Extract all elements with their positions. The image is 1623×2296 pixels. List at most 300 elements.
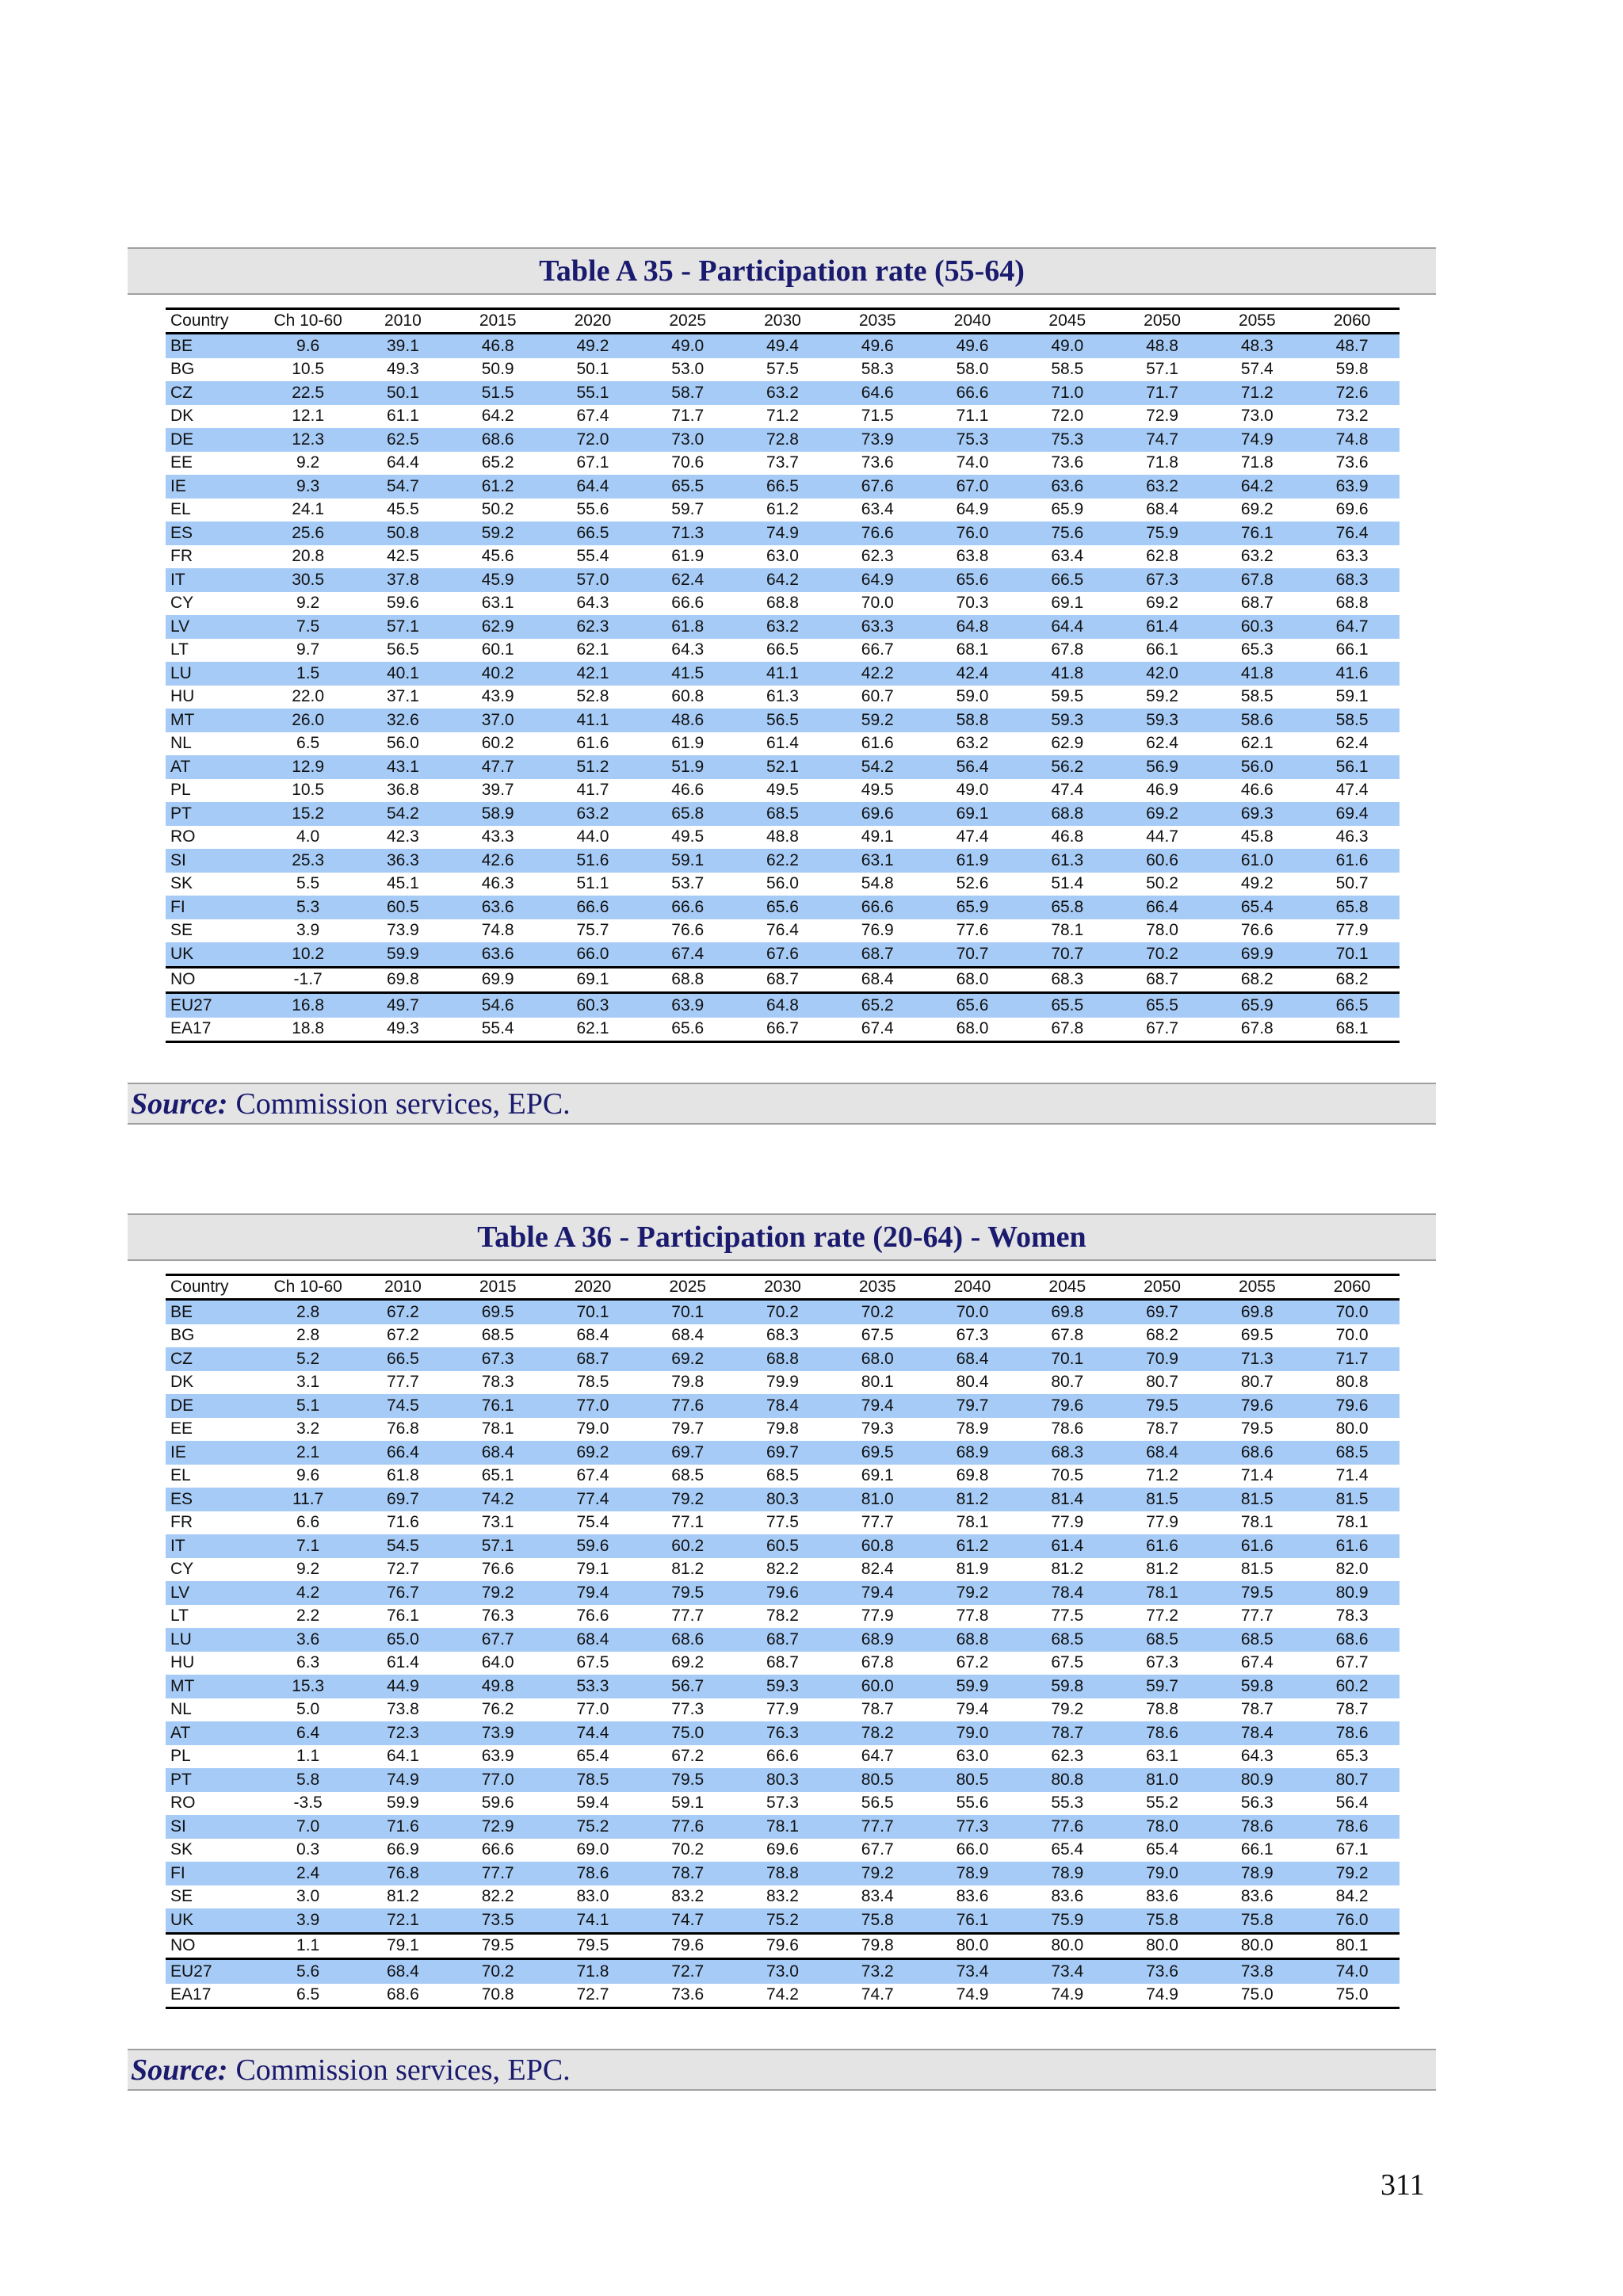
value-cell: 53.3 bbox=[545, 1675, 640, 1698]
column-header: 2015 bbox=[450, 1275, 545, 1300]
value-cell: 64.8 bbox=[925, 615, 1020, 639]
value-cell: 79.5 bbox=[450, 1933, 545, 1959]
value-cell: 49.3 bbox=[386, 360, 419, 379]
value-cell: 67.1 bbox=[576, 453, 609, 472]
value-cell: 83.6 bbox=[1146, 1887, 1178, 1906]
value-cell: 52.1 bbox=[735, 755, 831, 779]
value-cell: 49.8 bbox=[450, 1675, 545, 1698]
table-row bbox=[166, 358, 1400, 382]
value-cell: 70.1 bbox=[545, 1300, 640, 1324]
value-cell: 73.2 bbox=[830, 1959, 925, 1984]
column-header: 2045 bbox=[1020, 309, 1115, 334]
value-cell: 36.8 bbox=[386, 781, 419, 800]
value-cell: 79.1 bbox=[576, 1560, 609, 1579]
table-row bbox=[166, 615, 1400, 639]
value-cell: 65.6 bbox=[735, 896, 831, 919]
value-cell: 76.9 bbox=[861, 921, 894, 940]
column-header: 2025 bbox=[640, 309, 735, 334]
value-cell: 76.6 bbox=[576, 1606, 609, 1626]
value-cell: 50.1 bbox=[576, 360, 609, 379]
value-cell: 68.6 bbox=[356, 1984, 451, 2008]
value-cell: 78.1 bbox=[735, 1815, 831, 1839]
country-cell: LV bbox=[166, 1581, 261, 1605]
value-cell: 77.0 bbox=[545, 1394, 640, 1418]
value-cell: 50.7 bbox=[1335, 874, 1369, 893]
value-cell: 67.2 bbox=[356, 1300, 451, 1324]
value-cell: 61.8 bbox=[640, 615, 735, 639]
value-cell: 46.9 bbox=[1146, 781, 1178, 800]
value-cell: 75.8 bbox=[1209, 1908, 1304, 1933]
value-cell: 63.3 bbox=[830, 615, 925, 639]
country-cell: SE bbox=[170, 921, 193, 940]
value-cell: 80.5 bbox=[925, 1768, 1020, 1792]
value-cell: 57.0 bbox=[545, 568, 640, 592]
page-number: 311 bbox=[1381, 2168, 1425, 2202]
value-cell: 72.7 bbox=[640, 1959, 735, 1984]
value-cell: 73.6 bbox=[1335, 453, 1369, 472]
column-header: 2045 bbox=[1020, 1275, 1115, 1300]
value-cell: 49.5 bbox=[766, 781, 799, 800]
value-cell: 77.8 bbox=[956, 1606, 989, 1626]
value-cell: 50.2 bbox=[481, 500, 514, 519]
value-cell: 9.3 bbox=[261, 475, 356, 499]
value-cell: 73.6 bbox=[1051, 453, 1084, 472]
value-cell: 83.4 bbox=[861, 1887, 894, 1906]
value-cell: 61.8 bbox=[386, 1466, 419, 1485]
table-a35-block bbox=[128, 247, 1436, 1121]
value-cell: 65.0 bbox=[356, 1628, 451, 1652]
value-cell: 61.2 bbox=[450, 475, 545, 499]
table-row bbox=[166, 1558, 1400, 1582]
value-cell: 69.1 bbox=[545, 967, 640, 993]
value-cell: 61.3 bbox=[766, 687, 799, 706]
participation-table-55-64 bbox=[166, 308, 1400, 1043]
value-cell: 6.5 bbox=[261, 1984, 356, 2008]
value-cell: 74.8 bbox=[1304, 428, 1400, 452]
value-cell: 79.2 bbox=[925, 1581, 1020, 1605]
value-cell: 79.3 bbox=[861, 1419, 894, 1438]
value-cell: 55.1 bbox=[545, 381, 640, 405]
value-cell: 24.1 bbox=[292, 500, 325, 519]
table-row bbox=[166, 896, 1400, 919]
value-cell: 67.8 bbox=[1209, 1018, 1304, 1042]
value-cell: 41.8 bbox=[1020, 662, 1115, 686]
value-cell: 78.1 bbox=[1240, 1513, 1274, 1532]
value-cell: 50.2 bbox=[1146, 874, 1178, 893]
country-cell: FI bbox=[166, 1862, 261, 1885]
value-cell: 64.0 bbox=[481, 1653, 514, 1672]
value-cell: 59.6 bbox=[545, 1534, 640, 1558]
value-cell: 78.0 bbox=[1115, 1815, 1210, 1839]
value-cell: 56.4 bbox=[1335, 1794, 1369, 1813]
country-cell: ES bbox=[166, 1488, 261, 1511]
country-cell: DE bbox=[166, 428, 261, 452]
value-cell: 49.0 bbox=[956, 781, 989, 800]
country-cell: EL bbox=[170, 1466, 191, 1485]
country-cell: EA17 bbox=[166, 1018, 261, 1042]
value-cell: 69.8 bbox=[1209, 1300, 1304, 1324]
table-row bbox=[166, 1675, 1400, 1698]
value-cell: 80.0 bbox=[1209, 1933, 1304, 1959]
value-cell: 68.5 bbox=[735, 802, 831, 826]
table-row bbox=[166, 1885, 1400, 1909]
value-cell: 68.1 bbox=[956, 640, 989, 659]
value-cell: 47.4 bbox=[1335, 781, 1369, 800]
value-cell: 47.4 bbox=[1051, 781, 1084, 800]
value-cell: 30.5 bbox=[261, 568, 356, 592]
value-cell: 50.1 bbox=[356, 381, 451, 405]
value-cell: 61.6 bbox=[1304, 849, 1400, 873]
value-cell: 74.0 bbox=[956, 453, 989, 472]
value-cell: 68.4 bbox=[576, 1326, 609, 1345]
value-cell: 60.3 bbox=[1209, 615, 1304, 639]
value-cell: 63.2 bbox=[735, 615, 831, 639]
value-cell: -3.5 bbox=[293, 1794, 323, 1813]
value-cell: 74.0 bbox=[1304, 1959, 1400, 1984]
value-cell: 68.5 bbox=[1304, 1441, 1400, 1465]
table-row bbox=[166, 1371, 1400, 1395]
table-row bbox=[166, 568, 1400, 592]
value-cell: 65.2 bbox=[830, 993, 925, 1018]
table-row bbox=[166, 873, 1400, 896]
value-cell: 80.9 bbox=[1209, 1768, 1304, 1792]
value-cell: 49.5 bbox=[861, 781, 894, 800]
value-cell: 73.0 bbox=[640, 428, 735, 452]
value-cell: 69.6 bbox=[830, 802, 925, 826]
value-cell: 75.0 bbox=[1304, 1984, 1400, 2008]
value-cell: 74.2 bbox=[450, 1488, 545, 1511]
value-cell: 56.3 bbox=[1240, 1794, 1274, 1813]
value-cell: 63.6 bbox=[450, 896, 545, 919]
value-cell: 61.4 bbox=[1115, 615, 1210, 639]
value-cell: 79.1 bbox=[356, 1933, 451, 1959]
value-cell: 66.4 bbox=[356, 1441, 451, 1465]
value-cell: 62.3 bbox=[861, 547, 894, 566]
value-cell: 72.8 bbox=[735, 428, 831, 452]
value-cell: 70.0 bbox=[1335, 1326, 1369, 1345]
country-cell: MT bbox=[166, 1675, 261, 1698]
value-cell: 81.2 bbox=[1051, 1560, 1084, 1579]
value-cell: 67.4 bbox=[640, 942, 735, 967]
value-cell: 76.1 bbox=[925, 1908, 1020, 1933]
value-cell: 67.8 bbox=[1051, 640, 1084, 659]
value-cell: 65.5 bbox=[640, 475, 735, 499]
value-cell: 3.9 bbox=[296, 921, 320, 940]
value-cell: 68.4 bbox=[450, 1441, 545, 1465]
value-cell: 68.3 bbox=[766, 1326, 799, 1345]
table-row bbox=[166, 1933, 1400, 1959]
value-cell: 65.4 bbox=[576, 1747, 609, 1766]
value-cell: 69.3 bbox=[1209, 802, 1304, 826]
value-cell: 74.7 bbox=[830, 1984, 925, 2008]
value-cell: 66.5 bbox=[545, 521, 640, 545]
value-cell: 71.2 bbox=[1146, 1466, 1178, 1485]
table-title: Table A 36 - Participation rate (20-64) - Women bbox=[128, 1213, 1436, 1261]
value-cell: 73.9 bbox=[386, 921, 419, 940]
value-cell: 79.2 bbox=[1304, 1862, 1400, 1885]
value-cell: 77.6 bbox=[640, 1394, 735, 1418]
value-cell: 67.5 bbox=[1051, 1653, 1084, 1672]
value-cell: 59.1 bbox=[671, 1794, 705, 1813]
value-cell: 63.2 bbox=[1115, 475, 1210, 499]
value-cell: 9.2 bbox=[296, 1560, 320, 1579]
value-cell: 78.8 bbox=[1146, 1700, 1178, 1719]
value-cell: 12.3 bbox=[261, 428, 356, 452]
country-cell: RO bbox=[170, 1794, 196, 1813]
value-cell: 79.6 bbox=[1209, 1394, 1304, 1418]
value-cell: 68.5 bbox=[1209, 1628, 1304, 1652]
value-cell: 59.3 bbox=[1115, 709, 1210, 732]
value-cell: 59.4 bbox=[576, 1794, 609, 1813]
value-cell: 67.7 bbox=[1115, 1018, 1210, 1042]
value-cell: 68.3 bbox=[1020, 1441, 1115, 1465]
value-cell: 74.9 bbox=[735, 521, 831, 545]
value-cell: 48.7 bbox=[1304, 334, 1400, 358]
value-cell: 64.4 bbox=[1020, 615, 1115, 639]
table-row bbox=[166, 1511, 1400, 1535]
value-cell: 68.7 bbox=[735, 967, 831, 993]
value-cell: 46.6 bbox=[671, 781, 705, 800]
value-cell: 68.4 bbox=[830, 967, 925, 993]
value-cell: 63.6 bbox=[1020, 475, 1115, 499]
value-cell: 64.9 bbox=[830, 568, 925, 592]
value-cell: 68.7 bbox=[735, 1628, 831, 1652]
value-cell: 81.2 bbox=[671, 1560, 705, 1579]
value-cell: 56.4 bbox=[925, 755, 1020, 779]
value-cell: 79.8 bbox=[671, 1373, 705, 1392]
value-cell: 77.9 bbox=[861, 1606, 894, 1626]
country-cell: SI bbox=[166, 1815, 261, 1839]
value-cell: 66.6 bbox=[545, 896, 640, 919]
value-cell: 54.5 bbox=[356, 1534, 451, 1558]
value-cell: 60.8 bbox=[830, 1534, 925, 1558]
value-cell: 77.9 bbox=[1146, 1513, 1178, 1532]
value-cell: 58.7 bbox=[640, 381, 735, 405]
value-cell: 67.6 bbox=[830, 475, 925, 499]
value-cell: 79.6 bbox=[735, 1581, 831, 1605]
value-cell: 68.6 bbox=[1209, 1441, 1304, 1465]
value-cell: 73.4 bbox=[1020, 1959, 1115, 1984]
value-cell: 67.7 bbox=[861, 1840, 894, 1859]
value-cell: 65.8 bbox=[1304, 896, 1400, 919]
value-cell: 80.7 bbox=[1146, 1373, 1178, 1392]
value-cell: 77.6 bbox=[1020, 1815, 1115, 1839]
value-cell: 62.9 bbox=[1051, 734, 1084, 753]
value-cell: 41.8 bbox=[1209, 662, 1304, 686]
source-note bbox=[128, 2049, 1436, 2091]
value-cell: 80.0 bbox=[1335, 1419, 1369, 1438]
value-cell: 9.2 bbox=[296, 453, 320, 472]
value-cell: 55.6 bbox=[576, 500, 609, 519]
value-cell: 51.2 bbox=[545, 755, 640, 779]
value-cell: 2.8 bbox=[296, 1326, 320, 1345]
table-row bbox=[166, 919, 1400, 943]
value-cell: 66.5 bbox=[1304, 993, 1400, 1018]
value-cell: 66.9 bbox=[386, 1840, 419, 1859]
value-cell: 83.0 bbox=[576, 1887, 609, 1906]
value-cell: 69.2 bbox=[1146, 594, 1178, 613]
value-cell: 71.3 bbox=[640, 521, 735, 545]
value-cell: 79.5 bbox=[1240, 1419, 1274, 1438]
value-cell: 64.3 bbox=[1240, 1747, 1274, 1766]
value-cell: 66.5 bbox=[766, 640, 799, 659]
value-cell: 73.2 bbox=[1335, 407, 1369, 426]
country-cell: IE bbox=[166, 475, 261, 499]
value-cell: 79.6 bbox=[640, 1933, 735, 1959]
country-cell: MT bbox=[166, 709, 261, 732]
value-cell: 59.2 bbox=[450, 521, 545, 545]
value-cell: 54.2 bbox=[356, 802, 451, 826]
value-cell: 72.0 bbox=[545, 428, 640, 452]
value-cell: 60.3 bbox=[545, 993, 640, 1018]
value-cell: 78.9 bbox=[1209, 1862, 1304, 1885]
value-cell: 56.0 bbox=[386, 734, 419, 753]
value-cell: 70.7 bbox=[1020, 942, 1115, 967]
table-row bbox=[166, 639, 1400, 663]
column-header: 2035 bbox=[830, 1275, 925, 1300]
value-cell: 67.8 bbox=[1020, 1018, 1115, 1042]
value-cell: 60.2 bbox=[640, 1534, 735, 1558]
country-cell: HU bbox=[170, 687, 195, 706]
table-row bbox=[166, 1815, 1400, 1839]
country-cell: CZ bbox=[166, 381, 261, 405]
value-cell: 70.3 bbox=[956, 594, 989, 613]
value-cell: 68.5 bbox=[766, 1466, 799, 1485]
value-cell: 44.7 bbox=[1146, 827, 1178, 846]
value-cell: 47.7 bbox=[450, 755, 545, 779]
country-cell: CY bbox=[170, 1560, 194, 1579]
value-cell: 59.3 bbox=[1020, 709, 1115, 732]
column-header-country: Country bbox=[166, 309, 261, 334]
value-cell: 81.5 bbox=[1240, 1560, 1274, 1579]
value-cell: 37.0 bbox=[450, 709, 545, 732]
value-cell: 70.7 bbox=[925, 942, 1020, 967]
value-cell: 2.2 bbox=[296, 1606, 320, 1626]
value-cell: 56.2 bbox=[1020, 755, 1115, 779]
value-cell: 42.3 bbox=[386, 827, 419, 846]
value-cell: 77.0 bbox=[450, 1768, 545, 1792]
country-cell: FR bbox=[170, 1513, 193, 1532]
value-cell: 63.4 bbox=[861, 500, 894, 519]
value-cell: 75.3 bbox=[925, 428, 1020, 452]
table-row bbox=[166, 1908, 1400, 1933]
value-cell: 67.2 bbox=[956, 1653, 989, 1672]
value-cell: 42.6 bbox=[450, 849, 545, 873]
value-cell: 75.3 bbox=[1020, 428, 1115, 452]
value-cell: 58.0 bbox=[956, 360, 989, 379]
value-cell: 66.6 bbox=[925, 381, 1020, 405]
value-cell: 78.4 bbox=[1209, 1721, 1304, 1745]
value-cell: 72.1 bbox=[356, 1908, 451, 1933]
value-cell: 65.9 bbox=[1209, 993, 1304, 1018]
value-cell: 61.6 bbox=[861, 734, 894, 753]
value-cell: 81.5 bbox=[1304, 1488, 1400, 1511]
value-cell: 58.8 bbox=[925, 709, 1020, 732]
value-cell: 78.2 bbox=[830, 1721, 925, 1745]
value-cell: 78.7 bbox=[1146, 1419, 1178, 1438]
value-cell: 57.4 bbox=[1240, 360, 1274, 379]
value-cell: 79.5 bbox=[1209, 1581, 1304, 1605]
value-cell: 78.6 bbox=[545, 1862, 640, 1885]
value-cell: 54.7 bbox=[356, 475, 451, 499]
country-cell: AT bbox=[166, 755, 261, 779]
value-cell: 70.2 bbox=[1115, 942, 1210, 967]
value-cell: 45.9 bbox=[450, 568, 545, 592]
value-cell: 68.6 bbox=[450, 428, 545, 452]
value-cell: 40.1 bbox=[356, 662, 451, 686]
value-cell: 46.6 bbox=[1240, 781, 1274, 800]
value-cell: 2.4 bbox=[261, 1862, 356, 1885]
value-cell: 77.7 bbox=[386, 1373, 419, 1392]
participation-table-women-20-64 bbox=[166, 1274, 1400, 2009]
value-cell: 81.2 bbox=[386, 1887, 419, 1906]
value-cell: 70.0 bbox=[861, 594, 894, 613]
value-cell: 49.0 bbox=[1020, 334, 1115, 358]
value-cell: 79.6 bbox=[1304, 1394, 1400, 1418]
value-cell: 57.5 bbox=[766, 360, 799, 379]
value-cell: 3.6 bbox=[261, 1628, 356, 1652]
value-cell: 77.7 bbox=[861, 1513, 894, 1532]
value-cell: 55.4 bbox=[450, 1018, 545, 1042]
value-cell: 32.6 bbox=[356, 709, 451, 732]
value-cell: 63.9 bbox=[1304, 475, 1400, 499]
value-cell: 65.2 bbox=[481, 453, 514, 472]
value-cell: 76.6 bbox=[1240, 921, 1274, 940]
value-cell: 46.3 bbox=[481, 874, 514, 893]
value-cell: 69.9 bbox=[450, 967, 545, 993]
value-cell: 63.0 bbox=[766, 547, 799, 566]
table-row bbox=[166, 1018, 1400, 1042]
value-cell: 64.7 bbox=[1304, 615, 1400, 639]
value-cell: 68.7 bbox=[545, 1347, 640, 1371]
value-cell: 59.6 bbox=[386, 594, 419, 613]
value-cell: 78.6 bbox=[1304, 1721, 1400, 1745]
value-cell: 57.1 bbox=[356, 615, 451, 639]
value-cell: 73.5 bbox=[450, 1908, 545, 1933]
value-cell: 64.6 bbox=[830, 381, 925, 405]
value-cell: 67.4 bbox=[830, 1018, 925, 1042]
value-cell: 75.9 bbox=[1020, 1908, 1115, 1933]
value-cell: 5.2 bbox=[261, 1347, 356, 1371]
value-cell: 67.3 bbox=[956, 1326, 989, 1345]
value-cell: 66.6 bbox=[671, 594, 705, 613]
value-cell: 68.5 bbox=[481, 1326, 514, 1345]
value-cell: 51.6 bbox=[545, 849, 640, 873]
table-row bbox=[166, 1745, 1400, 1769]
value-cell: 79.2 bbox=[450, 1581, 545, 1605]
country-cell: EE bbox=[170, 453, 193, 472]
value-cell: 16.8 bbox=[261, 993, 356, 1018]
value-cell: 70.1 bbox=[1020, 1347, 1115, 1371]
value-cell: 42.0 bbox=[1115, 662, 1210, 686]
value-cell: 69.5 bbox=[1240, 1326, 1274, 1345]
value-cell: 67.1 bbox=[1335, 1840, 1369, 1859]
value-cell: 64.4 bbox=[545, 475, 640, 499]
value-cell: 69.8 bbox=[1020, 1300, 1115, 1324]
value-cell: 78.6 bbox=[1304, 1815, 1400, 1839]
country-cell: NL bbox=[170, 1700, 192, 1719]
value-cell: 12.1 bbox=[292, 407, 325, 426]
value-cell: 66.6 bbox=[640, 896, 735, 919]
value-cell: 70.0 bbox=[925, 1300, 1020, 1324]
value-cell: 78.2 bbox=[766, 1606, 799, 1626]
value-cell: 65.8 bbox=[640, 802, 735, 826]
value-cell: 61.9 bbox=[925, 849, 1020, 873]
value-cell: 67.7 bbox=[1335, 1653, 1369, 1672]
value-cell: 66.7 bbox=[735, 1018, 831, 1042]
value-cell: 68.2 bbox=[1209, 967, 1304, 993]
value-cell: 72.7 bbox=[545, 1984, 640, 2008]
